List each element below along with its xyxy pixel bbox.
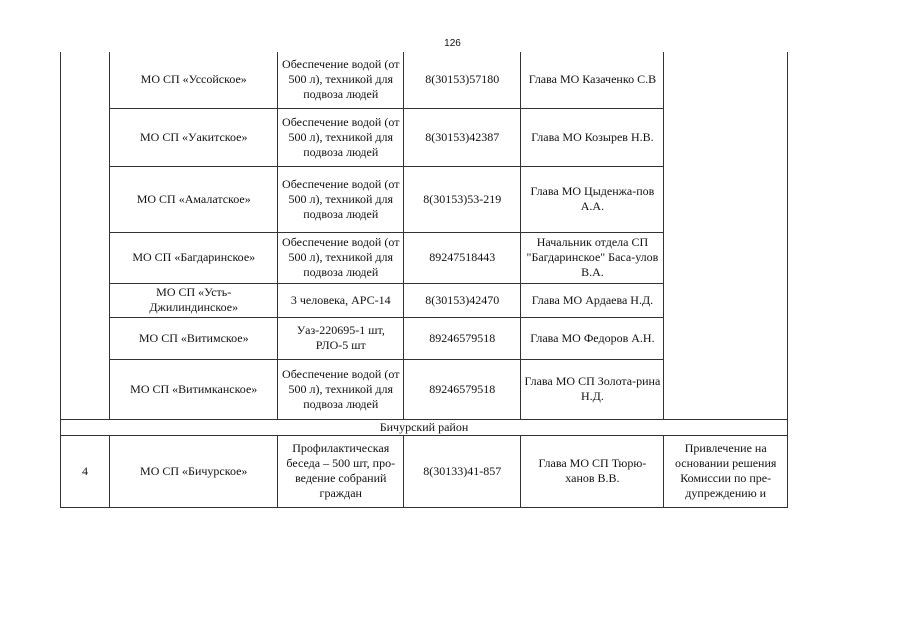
- resource-cell: Профилактическая беседа – 500 шт, про-ведение собраний граждан: [278, 435, 404, 507]
- phone-cell: 8(30153)57180: [404, 52, 521, 108]
- number-cell: [61, 52, 110, 419]
- resource-cell: Обеспечение водой (от 500 л), техникой для подвоза людей: [278, 166, 404, 232]
- region-heading: Бичурский район: [61, 419, 788, 435]
- head-cell: Глава МО СП Тюрю-ханов В.В.: [521, 435, 664, 507]
- phone-cell: 8(30153)53-219: [404, 166, 521, 232]
- head-cell: Глава МО Цыденжа-пов А.А.: [521, 166, 664, 232]
- head-cell: Глава МО Казаченко С.В: [521, 52, 664, 108]
- note-cell: [664, 52, 788, 419]
- table-row: [61, 435, 788, 507]
- resources-table: [60, 52, 788, 508]
- resource-cell: 3 человека, АРС-14: [278, 283, 404, 317]
- org-cell: МО СП «Уссойское»: [110, 52, 278, 108]
- head-cell: Глава МО Козырев Н.В.: [521, 108, 664, 166]
- head-cell: Глава МО СП Золота-рина Н.Д.: [521, 359, 664, 419]
- phone-cell: 8(30133)41-857: [404, 435, 521, 507]
- org-cell: МО СП «Бичурское»: [110, 435, 278, 507]
- org-cell: МО СП «Усть-Джилиндинское»: [110, 283, 278, 317]
- number-cell: 4: [61, 435, 110, 507]
- phone-cell: 89246579518: [404, 317, 521, 359]
- phone-cell: 8(30153)42387: [404, 108, 521, 166]
- resource-cell: Обеспечение водой (от 500 л), техникой для подвоза людей: [278, 108, 404, 166]
- head-cell: Глава МО Ардаева Н.Д.: [521, 283, 664, 317]
- org-cell: МО СП «Уакитское»: [110, 108, 278, 166]
- head-cell: Глава МО Федоров А.Н.: [521, 317, 664, 359]
- note-cell: Привлечение на основании решения Комиссии по пре-дупреждению и: [664, 435, 788, 507]
- resource-cell: Обеспечение водой (от 500 л), техникой для подвоза людей: [278, 52, 404, 108]
- head-cell: Начальник отдела СП "Багдаринское" Баса-улов В.А.: [521, 232, 664, 283]
- org-cell: МО СП «Витимканское»: [110, 359, 278, 419]
- phone-cell: 89246579518: [404, 359, 521, 419]
- org-cell: МО СП «Багдаринское»: [110, 232, 278, 283]
- org-cell: МО СП «Амалатское»: [110, 166, 278, 232]
- resource-cell: Обеспечение водой (от 500 л), техникой для подвоза людей: [278, 359, 404, 419]
- resource-cell: Обеспечение водой (от 500 л), техникой для подвоза людей: [278, 232, 404, 283]
- page-number: 126: [444, 38, 461, 49]
- region-row: [61, 419, 788, 435]
- org-cell: МО СП «Витимское»: [110, 317, 278, 359]
- resource-cell: Уаз-220695-1 шт, РЛО-5 шт: [278, 317, 404, 359]
- table-row: [61, 52, 788, 108]
- phone-cell: 89247518443: [404, 232, 521, 283]
- phone-cell: 8(30153)42470: [404, 283, 521, 317]
